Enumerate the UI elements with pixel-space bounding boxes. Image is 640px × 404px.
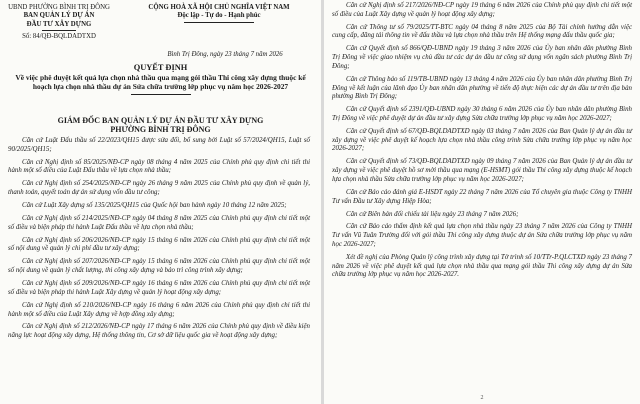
legal-basis-paragraph: Căn cứ Quyết định số 73/QĐ-BQLDADTXD ngày 09 tháng 7 năm 2026 của Ban Quản lý dự án đầu tư xây dựng về việc phê duyệt hồ sơ mời thầu qua mạng (E-HSMT) gói thầu Thi công xây dựng thuộc kế hoạch lựa chọn nhà thầu Sửa chữa trường lớp phục vụ năm học 2026-2027; [332,158,632,183]
legal-basis-paragraph: Căn cứ Nghị định số 207/2026/NĐ-CP ngày 15 tháng 6 năm 2026 của Chính phủ quy định chi tiết một số nội dung về quản lý chất lượng, thi công xây dựng và bảo trì công trình xây dựng; [8,258,310,275]
legal-basis-paragraph: Căn cứ Báo cáo thẩm định kết quả lựa chọn nhà thầu ngày 23 tháng 7 năm 2026 của Công ty TNHH Tư vấn Vũ Tuân Trường đối với gói thầu Thi công xây dựng thuộc dự án Sửa chữa trường lớp phục vụ năm học 2026-2027; [332,223,632,248]
parent-agency: UBND PHƯỜNG BÌNH TRỊ ĐÔNG [8,4,110,11]
document-page-2 [324,0,640,404]
legal-basis-paragraph: Căn cứ Thông báo số 119/TB-UBND ngày 13 tháng 4 năm 2026 của Ủy ban nhân dân phường Bình Trị Đông về kết luận của lãnh đạo Ủy ban nhân dân phường về tiến độ thực hiện các dự án đầu tư trên địa bàn phường Bình Trị Đông; [332,75,632,101]
decision-title-block [6,63,315,95]
legal-basis-paragraph: Căn cứ Quyết định số 2391/QĐ-UBND ngày 30 tháng 6 năm 2026 của Ủy ban nhân dân phường Bình Trị Đông về việc phê duyệt dự án đầu tư xây dựng Sửa chữa trường lớp phục vụ năm học 2026-2027; [332,106,632,122]
page-number: 2 [480,395,484,401]
legal-basis-paragraph: Căn cứ Quyết định số 67/QĐ-BQLDADTXD ngày 03 tháng 7 năm 2026 của Ban Quản lý dự án đầu tư xây dựng về việc phê duyệt kế hoạch lựa chọn nhà thầu công trình Sửa chữa trường lớp phục vụ năm học 2026-2027; [332,127,632,153]
legal-basis-paragraph: Căn cứ Quyết định số 866/QĐ-UBND ngày 19 tháng 3 năm 2026 của Ủy ban nhân dân phường Bình Trị Đông về việc giao nhiệm vụ chủ đầu tư các dự án đầu tư công sử dụng vốn ngân sách phường Bình Trị Đông; [332,45,632,70]
legal-basis-paragraph: Căn cứ Luật Đấu thầu số 22/2023/QH15 được sửa đổi, bổ sung bởi Luật số 57/2024/QH15, Luật số 90/2025/QH15; [8,137,310,153]
legal-basis-paragraph: Căn cứ Luật Xây dựng số 135/2025/QH15 của Quốc hội ban hành ngày 10 tháng 12 năm 2025; [22,202,287,210]
decision-title: QUYẾT ĐỊNH [133,63,188,72]
motto-underline [184,22,254,23]
authority-line-1: GIÁM ĐỐC BAN QUẢN LÝ DỰ ÁN ĐẦU TƯ XÂY DỰNG [57,116,264,125]
issuing-authority [6,116,315,135]
legal-basis-paragraph: Căn cứ Biên bản đối chiếu tài liệu ngày 23 tháng 7 năm 2026; [346,210,519,218]
legal-basis-paragraph: Căn cứ Nghị định số 212/2026/NĐ-CP ngày 17 tháng 6 năm 2026 của Chính phủ quy định về điều kiện năng lực hoạt động xây dựng, Hệ thống thông tin, Cơ sở dữ liệu quốc gia về hoạt động xây dựng; [8,323,310,340]
legal-basis-paragraph: Xét đề nghị của Phòng Quản lý công trình xây dựng tại Tờ trình số 10/TTr-P.QLCTXD ngày 23 tháng 7 năm 2026 về việc phê duyệt kết quả lựa chọn nhà thầu qua mạng gói thầu Thi công xây dựng dự án Sửa chữa trường lớp phục vụ năm học 2026-2027. [332,253,632,279]
national-motto-block [124,4,314,23]
agency-name-line-2: ĐẦU TƯ XÂY DỰNG [26,20,92,28]
legal-basis-paragraph: Căn cứ Nghị định số 217/2026/NĐ-CP ngày 19 tháng 6 năm 2026 của Chính phủ quy định chi tiết một số điều của Luật Xây dựng về quản lý hoạt động xây dựng; [332,2,632,18]
legal-basis-paragraph: Căn cứ Báo cáo đánh giá E-HSDT ngày 22 tháng 7 năm 2026 của Tổ chuyên gia thuộc Công ty TNHH Tư vấn Đầu tư Xây dựng Hiệp Hòa; [332,188,632,205]
agency-name-line-1: BAN QUẢN LÝ DỰ ÁN [23,12,95,20]
legal-basis-list-page-2 [332,2,632,284]
legal-basis-paragraph: Căn cứ Nghị định số 210/2026/NĐ-CP ngày 16 tháng 6 năm 2026 của Chính phủ quy định chi tiết thi hành một số điều của Luật Xây dựng về hợp đồng xây dựng; [8,301,310,318]
country-name: CỘNG HOÀ XÃ HỘI CHỦ NGHĨA VIỆT NAM [148,4,290,11]
document-number: Số: 84/QĐ-BQLDADTXD [22,33,96,41]
motto: Độc lập - Tự do - Hạnh phúc [177,12,261,20]
legal-basis-paragraph: Căn cứ Nghị định số 206/2026/NĐ-CP ngày 15 tháng 6 năm 2026 của Chính phủ quy định chi tiết một số nội dung về quản lý chi phí đầu tư xây dựng; [8,236,310,253]
date-line: Bình Trị Đông, ngày 23 tháng 7 năm 2026 [167,51,283,58]
authority-line-2: PHƯỜNG BÌNH TRỊ ĐÔNG [110,125,211,135]
legal-basis-list-page-1 [8,137,310,345]
legal-basis-paragraph: Căn cứ Nghị định số 254/2025/NĐ-CP ngày 26 tháng 9 năm 2025 của Chính phủ quy định về quản lý, thanh toán, quyết toán dự án sử dụng vốn đầu tư công; [8,180,310,197]
legal-basis-paragraph: Căn cứ Nghị định số 85/2025/NĐ-CP ngày 08 tháng 4 năm 2025 của Chính phủ quy định chi tiết thi hành một số điều của Luật Đấu thầu về lựa chọn nhà thầu; [8,158,310,175]
subject-underline [131,94,191,95]
decision-subject: Về việc phê duyệt kết quả lựa chọn nhà thầu qua mạng gói thầu Thi công xây dựng thuộc kế hoạch lựa chọn nhà thầu dự án Sửa chữa trường lớp phục vụ năm học 2026-2027 [15,73,306,92]
legal-basis-paragraph: Căn cứ Nghị định số 209/2026/NĐ-CP ngày 16 tháng 6 năm 2026 của Chính phủ quy định chi tiết một số điều và biện pháp thi hành Luật Xây dựng về quản lý hoạt động xây dựng; [8,280,310,296]
agency-underline [42,30,76,31]
legal-basis-paragraph: Căn cứ Thông tư số 79/2025/TT-BTC ngày 04 tháng 8 năm 2025 của Bộ Tài chính hướng dẫn việc cung cấp, đăng tải thông tin về đấu thầu và lựa chọn nhà thầu trên Hệ thống mạng đấu thầu quốc gia; [332,23,632,40]
issuing-agency-block [4,4,114,42]
legal-basis-paragraph: Căn cứ Nghị định số 214/2025/NĐ-CP ngày 04 tháng 8 năm 2025 của Chính phủ quy định chi tiết một số điều và biện pháp thi hành Luật Đấu thầu về lựa chọn nhà thầu; [8,215,310,231]
